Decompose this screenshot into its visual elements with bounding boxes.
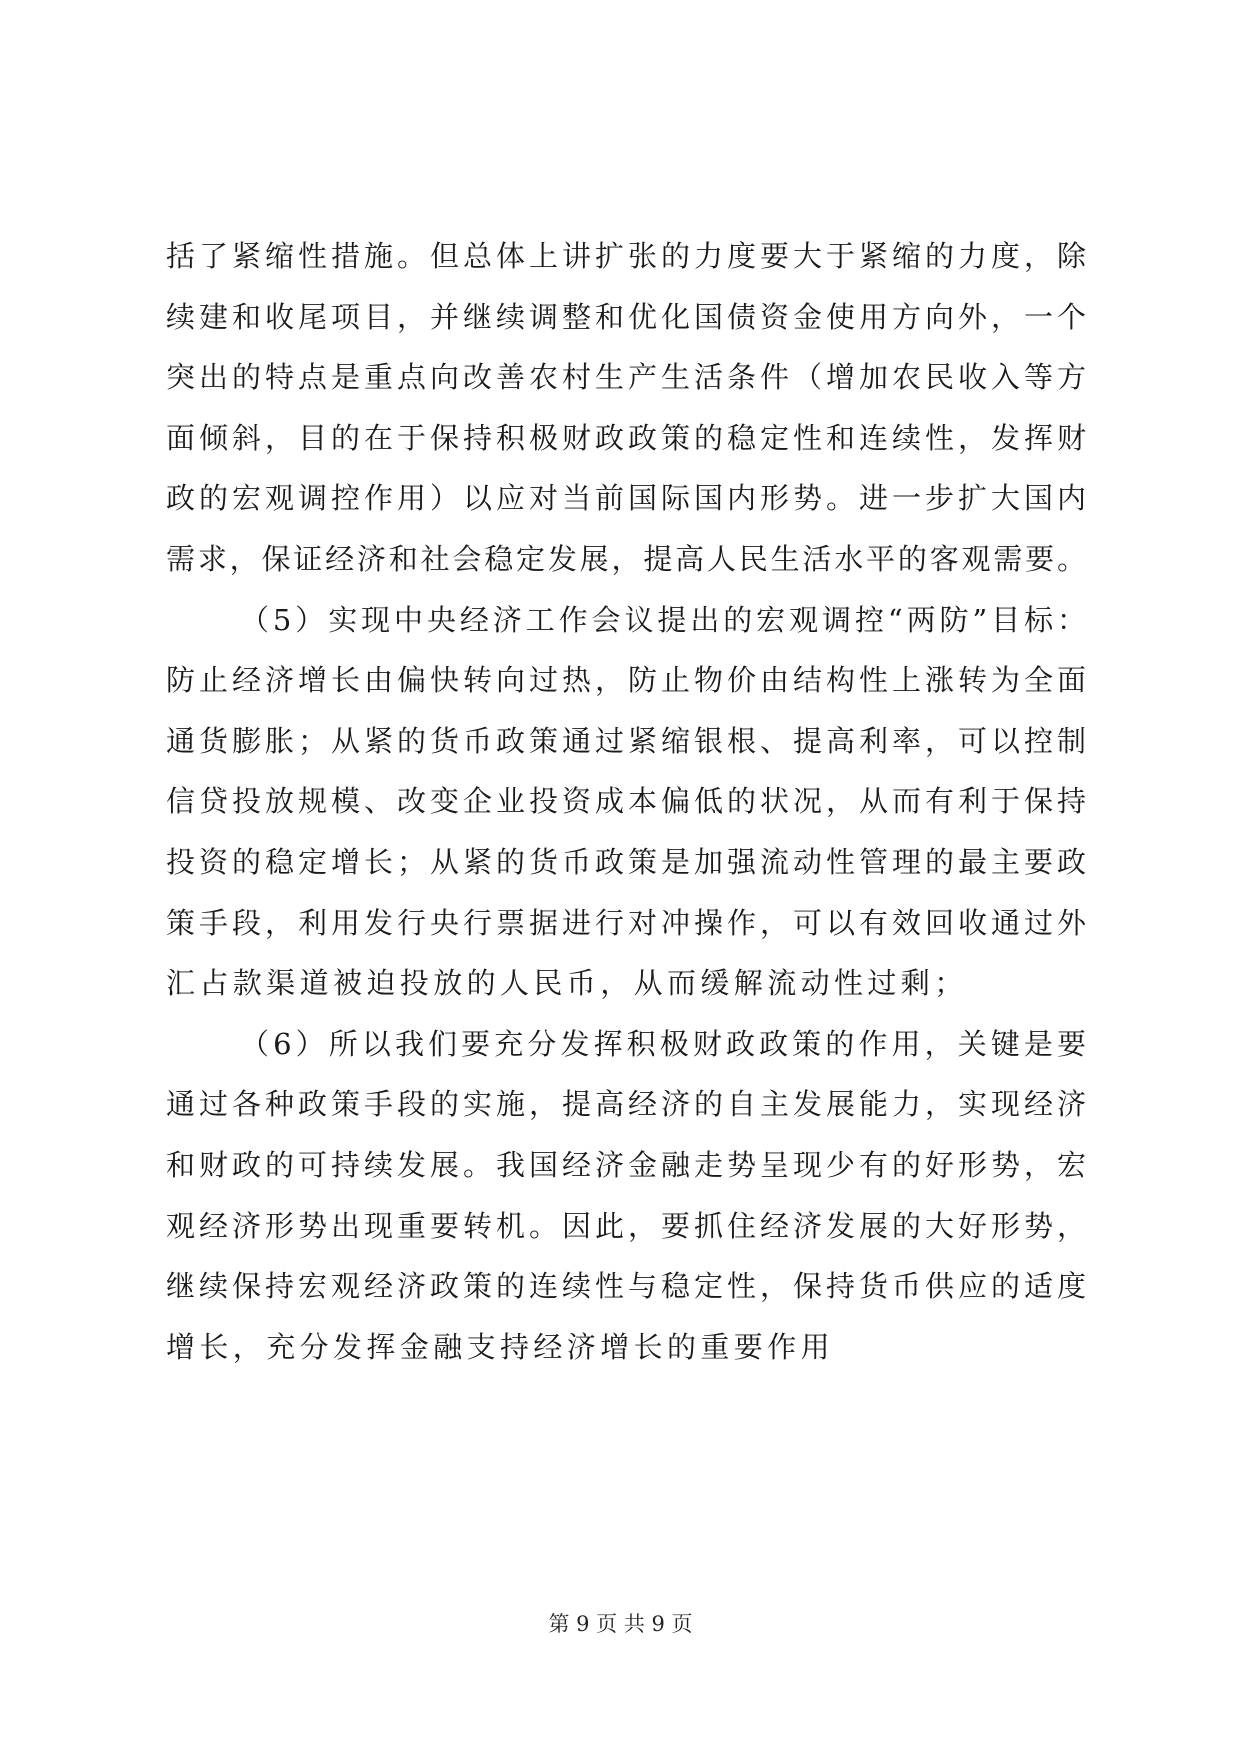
text-line-content: 继续保持宏观经济政策的连续性与稳定性，保持货币供应的适度 xyxy=(166,1269,1086,1304)
text-line-content: 政的宏观调控作用）以应对当前国际国内形势。进一步扩大国内 xyxy=(166,481,1086,516)
text-line-content: 面倾斜，目的在于保持积极财政政策的稳定性和连续性，发挥财 xyxy=(166,420,1086,455)
text-line-content: （6）所以我们要充分发挥积极财政政策的作用，关键是要 xyxy=(240,1026,1086,1061)
text-line-content: 汇占款渠道被迫投放的人民币，从而缓解流动性过剩； xyxy=(166,966,968,1001)
text-line-content: 信贷投放规模、改变企业投资成本偏低的状况，从而有利于保持 xyxy=(166,784,1086,819)
text-line xyxy=(166,408,1086,469)
text-line xyxy=(166,1135,1086,1196)
body-text xyxy=(166,226,1086,1377)
text-line-content: 策手段，利用发行央行票据进行对冲操作，可以有效回收通过外 xyxy=(166,905,1086,940)
text-line-content: 防止经济增长由偏快转向过热，防止物价由结构性上涨转为全面 xyxy=(166,663,1086,698)
text-line-content: 突出的特点是重点向改善农村生产生活条件（增加农民收入等方 xyxy=(166,360,1086,395)
paragraph-start-line xyxy=(166,590,1086,651)
text-line xyxy=(166,287,1086,348)
text-line-content: 投资的稳定增长；从紧的货币政策是加强流动性管理的最主要政 xyxy=(166,844,1086,879)
text-line xyxy=(166,650,1086,711)
text-line-content: 观经济形势出现重要转机。因此，要抓住经济发展的大好形势， xyxy=(166,1208,1086,1243)
text-line-content: 通货膨胀；从紧的货币政策通过紧缩银根、提高利率，可以控制 xyxy=(166,723,1086,758)
text-line xyxy=(166,1196,1086,1257)
page-number-footer: 第 9 页 共 9 页 xyxy=(548,1612,693,1636)
text-line xyxy=(166,347,1086,408)
text-line-content: 需求，保证经济和社会稳定发展，提高人民生活水平的客观需要。 xyxy=(166,541,1086,576)
text-line-content: 续建和收尾项目，并继续调整和优化国债资金使用方向外，一个 xyxy=(166,299,1086,334)
paragraph-end-line xyxy=(166,953,1086,1014)
text-line-content: （5）实现中央经济工作会议提出的宏观调控“两防”目标： xyxy=(240,602,1086,637)
text-line-content: 括了紧缩性措施。但总体上讲扩张的力度要大于紧缩的力度，除 xyxy=(166,239,1086,273)
text-line xyxy=(166,711,1086,772)
text-line xyxy=(166,832,1086,893)
text-line-content: 增长，充分发挥金融支持经济增长的重要作用 xyxy=(166,1329,835,1364)
text-line xyxy=(166,529,1086,590)
text-line xyxy=(166,468,1086,529)
text-line-content: 和财政的可持续发展。我国经济金融走势呈现少有的好形势，宏 xyxy=(166,1147,1086,1182)
text-line xyxy=(166,771,1086,832)
text-line xyxy=(166,226,1086,287)
text-line-content: 通过各种政策手段的实施，提高经济的自主发展能力，实现经济 xyxy=(166,1087,1086,1122)
paragraph-start-line xyxy=(166,1014,1086,1075)
text-line xyxy=(166,1074,1086,1135)
text-line xyxy=(166,893,1086,954)
paragraph-end-line xyxy=(166,1317,1086,1378)
text-line xyxy=(166,1256,1086,1317)
